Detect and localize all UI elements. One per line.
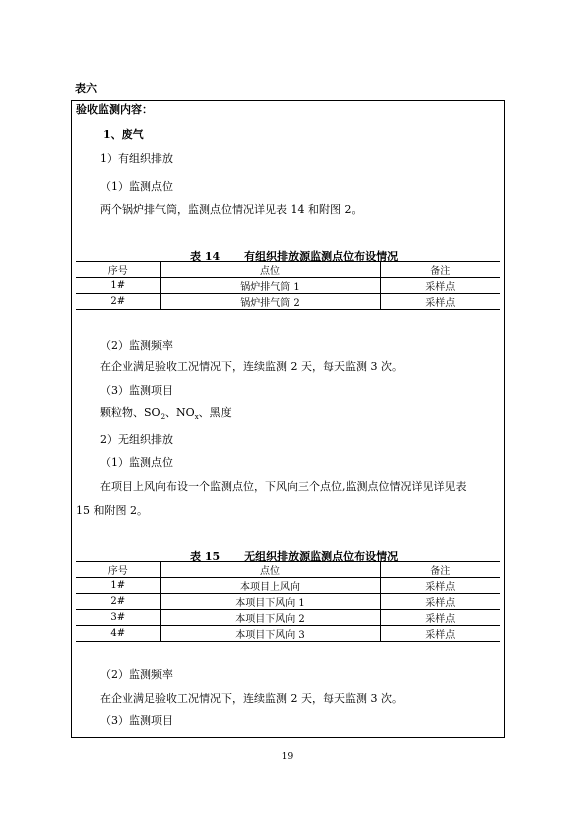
table-header-cell: 点位 [160, 262, 380, 278]
table14-number: 表 14 [190, 250, 221, 263]
heading-monitoring-location-2: （1）监测点位 [100, 456, 173, 469]
table-cell: 本项目下风向 3 [160, 626, 380, 642]
table-row [76, 294, 500, 310]
table-cell: 2# [76, 594, 160, 610]
table-cell: 采样点 [380, 594, 500, 610]
heading-monitoring-frequency-2: （2）监测频率 [100, 668, 173, 681]
table-cell: 本项目下风向 1 [160, 594, 380, 610]
table-cell: 2# [76, 294, 160, 310]
item-organized-emission: 1）有组织排放 [100, 152, 173, 165]
table15-title: 无组织排放源监测点位布设情况 [244, 550, 399, 563]
table14 [76, 261, 500, 310]
paragraph-frequency-2: 在企业满足验收工况情况下，连续监测 2 天，每天监测 3 次。 [100, 692, 403, 705]
paragraph-location-2-line1: 在项目上风向布设一个监测点位，下风向三个点位,监测点位情况详见详见表 [100, 480, 467, 493]
table-row [76, 626, 500, 642]
table-cell: 采样点 [380, 294, 500, 310]
table-cell: 锅炉排气筒 1 [160, 278, 380, 294]
table-header-cell: 序号 [76, 262, 160, 278]
paragraph-items-1: 颗粒物、$SO_2$、$NO_x$、黑度 [100, 406, 232, 422]
table-row [76, 594, 500, 610]
table-header-cell: 备注 [380, 262, 500, 278]
table-header-row [76, 562, 500, 578]
table-row [76, 278, 500, 294]
table-cell: 采样点 [380, 578, 500, 594]
paragraph-frequency-1: 在企业满足验收工况情况下，连续监测 2 天，每天监测 3 次。 [100, 360, 403, 373]
item-unorganized-emission: 2）无组织排放 [100, 433, 173, 446]
table-cell: 1# [76, 278, 160, 294]
table-cell: 采样点 [380, 610, 500, 626]
page-number: 19 [281, 752, 294, 762]
table-row [76, 578, 500, 594]
table-cell: 本项目上风向 [160, 578, 380, 594]
table-row [76, 610, 500, 626]
heading-monitoring-frequency-1: （2）监测频率 [100, 339, 173, 352]
table-header-cell: 序号 [76, 562, 160, 578]
table15-number: 表 15 [190, 550, 221, 563]
table-cell: 3# [76, 610, 160, 626]
paragraph-location-2-line2: 15 和附图 2。 [76, 504, 148, 517]
table-cell: 本项目下风向 2 [160, 610, 380, 626]
paragraph-location-1: 两个锅炉排气筒，监测点位情况详见表 14 和附图 2。 [100, 203, 363, 216]
table-label: 表六 [75, 82, 97, 95]
table-header-cell: 备注 [380, 562, 500, 578]
table-cell: 1# [76, 578, 160, 594]
heading-monitoring-location-1: （1）监测点位 [100, 180, 173, 193]
table-cell: 采样点 [380, 278, 500, 294]
table-cell: 采样点 [380, 626, 500, 642]
heading-monitoring-items-1: （3）监测项目 [100, 384, 173, 397]
table-header-cell: 点位 [160, 562, 380, 578]
table-cell: 4# [76, 626, 160, 642]
item-waste-gas: 1、废气 [103, 128, 144, 141]
table15 [76, 561, 500, 642]
table-cell: 锅炉排气筒 2 [160, 294, 380, 310]
section-title: 验收监测内容： [76, 103, 153, 116]
heading-monitoring-items-2: （3）监测项目 [100, 714, 173, 727]
table-header-row [76, 262, 500, 278]
table14-title: 有组织排放源监测点位布设情况 [244, 250, 399, 263]
